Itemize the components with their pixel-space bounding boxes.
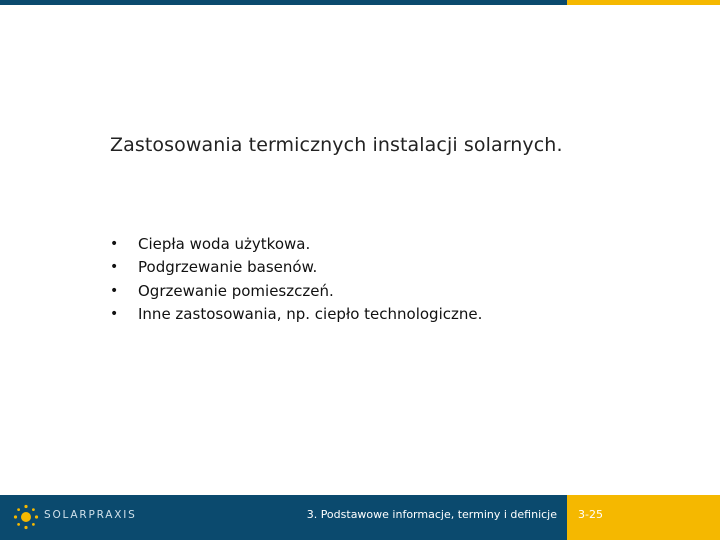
sun-icon <box>12 503 40 531</box>
bullet-list <box>108 232 482 326</box>
bullet-text: Podgrzewanie basenów. <box>138 258 318 277</box>
bullet-icon: • <box>110 306 119 323</box>
bullet-icon: • <box>110 282 119 299</box>
slide-title: Zastosowania termicznych instalacji solarnych. <box>110 134 563 156</box>
bullet-text: Ciepła woda użytkowa. <box>138 234 311 253</box>
top-bar-accent <box>567 0 720 5</box>
bullet-text: Ogrzewanie pomieszczeń. <box>138 281 334 300</box>
bullet-icon: • <box>110 259 119 276</box>
bullet-text: Inne zastosowania, np. ciepło technologiczne. <box>138 305 483 324</box>
page-number: 3-25 <box>578 508 603 521</box>
footer-section-title: 3. Podstawowe informacje, terminy i definicje <box>306 508 557 521</box>
list-item <box>108 232 482 256</box>
list-item <box>108 303 482 327</box>
bullet-icon: • <box>110 235 119 252</box>
list-item <box>108 256 482 280</box>
brand-name: SOLARPRAXIS <box>44 509 137 521</box>
list-item <box>108 279 482 303</box>
